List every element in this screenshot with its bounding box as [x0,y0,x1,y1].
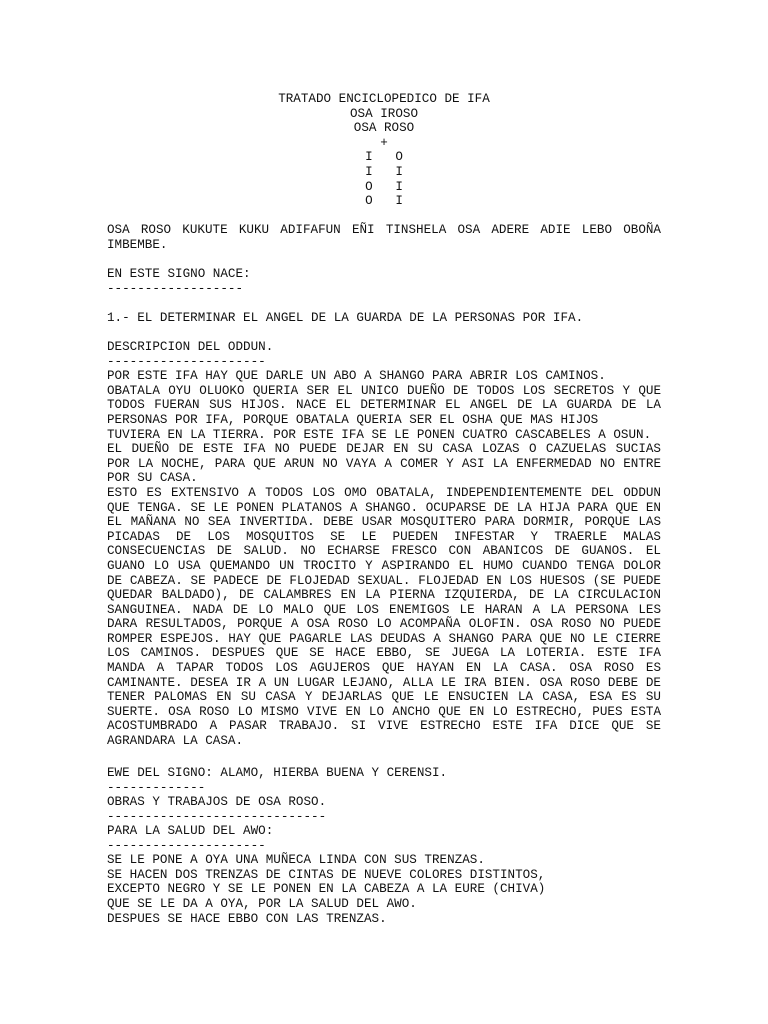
sign-name-secondary: OSA ROSO [353,121,415,136]
nace-underline: ------------------ [107,281,244,296]
descripcion-line: QUEDAR BALDADO), DE CALAMBRES EN LA PIERNA IZQUIERDA, DE LA CIRCULACION [107,588,661,603]
odu-mark-row: I I [365,164,403,179]
descripcion-line: GUANO LO USA QUEMANDO UN TROCITO Y ASPIRANDO EL HUMO CUANDO TENGA DOLOR [107,558,661,573]
salud-line: EXCEPTO NEGRO Y SE LE PONEN EN LA CABEZA A LA EURE (CHIVA) [107,882,546,897]
descripcion-line: LOS CAMINOS. DESPUES QUE SE HACE EBBO, SE JUEGA LA LOTERIA. ESTE IFA [107,646,661,661]
salud-line: SE HACEN DOS TRENZAS DE CINTAS DE NUEVE COLORES DISTINTOS, [107,867,546,882]
descripcion-line: ESTO ES EXTENSIVO A TODOS LOS OMO OBATALA, INDEPENDIENTEMENTE DEL ODDUN [107,485,661,500]
salud-heading: PARA LA SALUD DEL AWO: [107,824,274,838]
descripcion-line: PICADAS DE LOS MOSQUITOS SE LE PUEDEN INFESTAR Y TRAERLE MALAS [107,529,661,544]
descripcion-line: SANGUINEA. NADA DE LO MALO QUE LOS ENEMIGOS LE HARAN A LA PERSONA LES [107,602,661,617]
salud-line: QUE SE LE DA A OYA, POR LA SALUD DEL AWO. [107,896,417,911]
nace-heading: EN ESTE SIGNO NACE: [107,267,251,281]
descripcion-line: POR SU CASA. [107,471,198,486]
document-header [107,92,661,209]
descripcion-line: POR LA NOCHE, PARA QUE ARUN NO VAYA A COMER Y ASI LA ENFERMEDAD NO ENTRE [107,456,661,471]
descripcion-line: EL MAÑANA NO SEA INVERTIDA. DEBE USAR MOSQUITERO PARA DORMIR, PORQUE LAS [107,515,661,530]
descripcion-line: ACOSTUMBRADO A PASAR TRABAJO. SI VIVE ESTRECHO ESTE IFA DICE QUE SE [107,719,661,734]
salud-section [107,824,661,926]
obras-section [107,795,661,824]
descripcion-body [107,369,661,748]
sign-plus-mark: + [380,135,388,150]
obras-heading: OBRAS Y TRABAJOS DE OSA ROSO. [107,795,327,809]
odu-mark-row: O I [365,179,403,194]
descripcion-line: TODOS FUERAN SUS HIJOS. NACE EL DETERMINAR EL ANGEL DE LA GUARDA DE LA [107,398,661,413]
descripcion-line: TUVIERA EN LA TIERRA. POR ESTE IFA SE LE PONEN CUATRO CASCABELES A OSUN. [107,427,652,442]
nace-item-1: 1.- EL DETERMINAR EL ANGEL DE LA GUARDA DE LA PERSONAS POR IFA. [107,311,584,325]
descripcion-line: MANDA A TAPAR TODOS LOS AGUJEROS QUE HAYAN EN LA CASA. OSA ROSO ES [107,661,661,676]
nace-section [107,267,661,296]
descripcion-line: ROMPER ESPEJOS. HAY QUE PAGARLE LAS DEUDAS A SHANGO PARA QUE NO LE CIERRE [107,631,661,646]
intro-paragraph [107,223,661,252]
descripcion-underline: --------------------- [107,354,266,369]
descripcion-section [107,340,661,749]
obras-underline: ----------------------------- [107,809,327,824]
odu-mark-row: O I [365,194,403,209]
descripcion-line: CAMINANTE. DESEA IR A UN LUGAR LEJANO, ALLA LE IRA BIEN. OSA ROSO DEBE DE [107,675,661,690]
salud-line: DESPUES SE HACE EBBO CON LAS TRENZAS. [107,911,387,926]
document-title: TRATADO ENCICLOPEDICO DE IFA [278,92,490,106]
descripcion-line: PERSONAS POR IFA, PORQUE OBATALA QUERIA SER EL OSHA QUE MAS HIJOS [107,412,599,427]
descripcion-line: DE CABEZA. SE PADECE DE FLOJEDAD SEXUAL. FLOJEDAD EN LOS HUESOS (SE PUEDE [107,573,661,588]
descripcion-line: EL DUEÑO DE ESTE IFA NO PUEDE DEJAR EN SU CASA LOZAS O CAZUELAS SUCIAS [107,442,661,457]
intro-line: OSA ROSO KUKUTE KUKU ADIFAFUN EÑI TINSHELA OSA ADERE ADIE LEBO OBOÑA [107,223,661,237]
odu-mark-row: I O [365,150,403,165]
salud-line: SE LE PONE A OYA UNA MUÑECA LINDA CON SUS TRENZAS. [107,853,485,868]
descripcion-line: SUERTE. OSA ROSO LO MISMO VIVE EN LO ANCHO QUE EN LO ESTRECHO, PUES ESTA [107,704,661,719]
descripcion-line: POR ESTE IFA HAY QUE DARLE UN ABO A SHANGO PARA ABRIR LOS CAMINOS. [107,369,606,384]
ewe-section [107,766,661,795]
salud-underline: --------------------- [107,838,266,853]
nace-item [107,311,661,326]
descripcion-line: CONSECUENCIAS DE SALUD. NO ECHARSE FRESCO CON ABANICOS DE GUANOS. EL [107,544,661,559]
descripcion-heading: DESCRIPCION DEL ODDUN. [107,340,274,354]
ewe-underline: ------------- [107,780,206,795]
descripcion-line: DARA RESULTADOS, PORQUE A OSA ROSO LO ACOMPAÑA OLOFIN. OSA ROSO NO PUEDE [107,617,661,632]
descripcion-line: TENER PALOMAS EN SU CASA Y DEJARLAS QUE LE ENSUCIEN LA CASA, ESA ES SU [107,690,661,705]
descripcion-line: OBATALA OYU OLUOKO QUERIA SER EL UNICO DUEÑO DE TODOS LOS SECRETOS Y QUE [107,383,661,398]
descripcion-line: QUE TENGA. SE LE PONEN PLATANOS A SHANGO. OCUPARSE DE LA HIJA PARA QUE EN [107,500,661,515]
intro-line: IMBEMBE. [107,237,168,252]
sign-name-primary: OSA IROSO [349,106,419,121]
ewe-line: EWE DEL SIGNO: ALAMO, HIERBA BUENA Y CERENSI. [107,766,448,780]
descripcion-line: AGRANDARA LA CASA. [107,734,244,749]
